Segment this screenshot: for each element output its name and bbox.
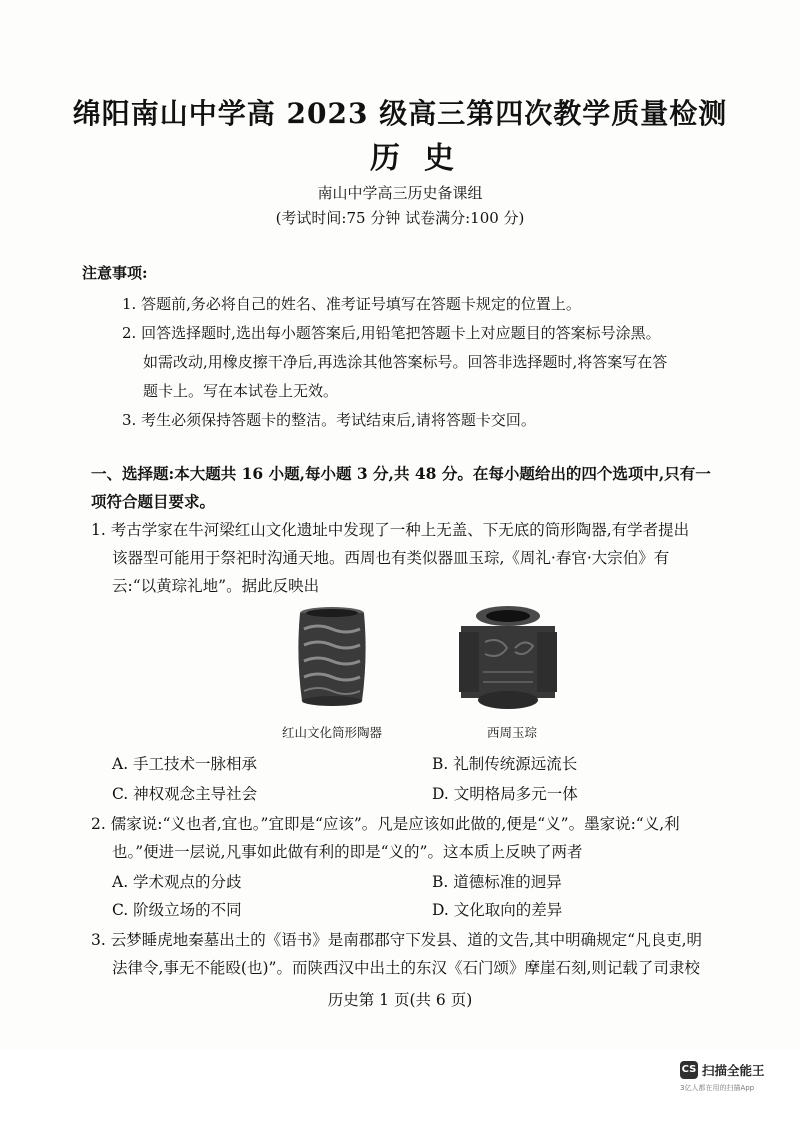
prep-group: 南山中学高三历史备课组 [317, 184, 483, 202]
camscanner-logo-icon: CS [680, 1061, 698, 1079]
q1-line-2: 该器型可能用于祭祀时沟通天地。西周也有类似器皿玉琮,《周礼·春官·大宗伯》有 [112, 549, 670, 567]
q3-line-1: 3. 云梦睡虎地秦墓出土的《语书》是南郡郡守下发县、道的文告,其中明确规定“凡良吏,明 [91, 931, 702, 949]
section-title-line2: 项符合题目要求。 [91, 492, 216, 511]
q1-option-b: B. 礼制传统源远流长 [432, 755, 578, 773]
page-footer: 历史第 1 页(共 6 页) [327, 991, 473, 1009]
camscanner-watermark [680, 1057, 790, 1097]
q2-option-c: C. 阶级立场的不同 [112, 901, 242, 919]
notice-item-2-cont: 如需改动,用橡皮擦干净后,再选涂其他答案标号。回答非选择题时,将答案写在答 [143, 353, 668, 371]
notice-item-2: 2. 回答选择题时,选出每小题答案后,用铅笔把答题卡上对应题目的答案标号涂黑。 [122, 324, 661, 342]
subject-title: 历史 [370, 141, 478, 176]
exam-title: 绵阳南山中学高 2023 级高三第四次教学质量检测 [72, 97, 728, 130]
notice-item-2-cont2: 题卡上。写在本试卷上无效。 [143, 382, 339, 400]
section-title-line1: 一、选择题:本大题共 16 小题,每小题 3 分,共 48 分。在每小题给出的四个选项中,只有一 [91, 464, 711, 483]
q1-line-3: 云:“以黄琮礼地”。据此反映出 [112, 577, 320, 595]
q1-line-1: 1. 考古学家在牛河梁红山文化遗址中发现了一种上无盖、下无底的筒形陶器,有学者提出 [91, 521, 690, 539]
notice-item-3: 3. 考生必须保持答题卡的整洁。考试结束后,请将答题卡交回。 [122, 411, 536, 429]
camscanner-tagline: 3亿人都在用的扫描App [680, 1084, 755, 1092]
exam-info: (考试时间:75 分钟 试卷满分:100 分) [275, 209, 525, 227]
q2-option-d: D. 文化取向的差异 [432, 901, 563, 919]
q1-option-a: A. 手工技术一脉相承 [112, 755, 258, 773]
q2-option-b: B. 道德标准的迥异 [432, 873, 562, 891]
q2-line-1: 2. 儒家说:“义也者,宜也。”宜即是“应该”。凡是应该如此做的,便是“义”。墨家说:“义,利 [91, 815, 680, 833]
q3-line-2: 法律令,事无不能殴(也)”。而陕西汉中出土的东汉《石门颂》摩崖石刻,则记载了司隶校 [112, 959, 700, 977]
q2-option-a: A. 学术观点的分歧 [112, 873, 242, 891]
q1-option-d: D. 文明格局多元一体 [432, 785, 578, 803]
caption-jade-cong: 西周玉琮 [487, 725, 538, 740]
notice-item-1: 1. 答题前,务必将自己的姓名、准考证号填写在答题卡规定的位置上。 [122, 295, 581, 313]
notice-heading: 注意事项: [82, 264, 148, 282]
caption-hongshan-pottery: 红山文化筒形陶器 [282, 725, 383, 740]
western-zhou-jade-cong-image [455, 602, 561, 714]
camscanner-name: 扫描全能王 [702, 1063, 765, 1078]
q2-line-2: 也。”便进一层说,凡事如此做有利的即是“义的”。这本质上反映了两者 [112, 843, 583, 861]
q1-option-c: C. 神权观念主导社会 [112, 785, 258, 803]
hongshan-pottery-image [294, 605, 370, 709]
